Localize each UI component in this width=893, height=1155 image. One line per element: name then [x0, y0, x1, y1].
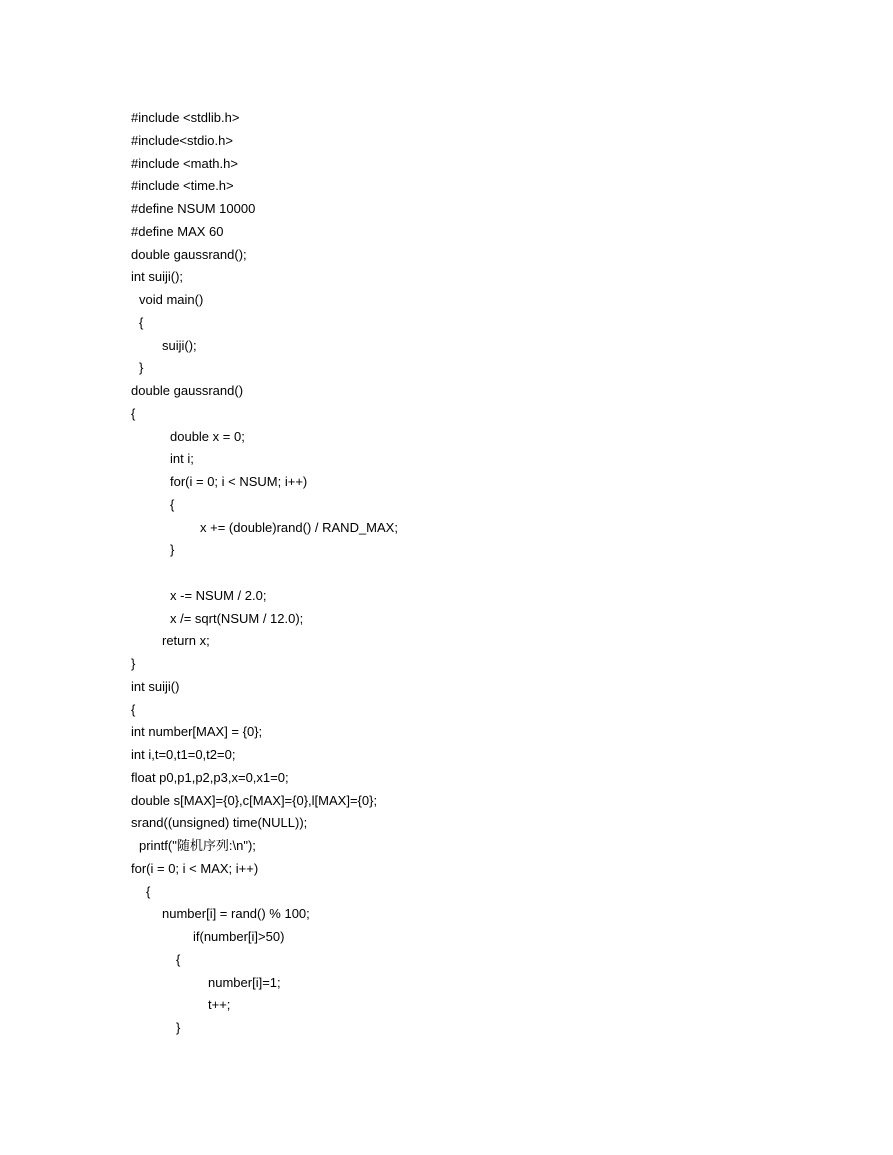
code-line: #include <stdlib.h> [131, 110, 240, 125]
code-line: #include <math.h> [131, 155, 238, 171]
code-line: suiji(); [162, 337, 197, 353]
code-line: number[i]=1; [208, 974, 281, 990]
code-line: double s[MAX]={0},c[MAX]={0},l[MAX]={0}; [131, 792, 378, 808]
code-line: printf("随机序列:\n"); [139, 838, 256, 854]
code-line: double x = 0; [170, 428, 245, 444]
code-line: { [170, 496, 175, 512]
code-line: int suiji(); [131, 269, 184, 285]
code-line: { [176, 951, 181, 967]
code-line: for(i = 0; i < MAX; i++) [131, 860, 259, 876]
code-line: #define MAX 60 [131, 223, 224, 239]
code-line: int number[MAX] = {0}; [131, 724, 263, 740]
code-line: { [139, 314, 144, 330]
code-line [131, 562, 398, 585]
code-line: x /= sqrt(NSUM / 12.0); [170, 610, 304, 626]
code-line: } [131, 656, 136, 671]
code-line: { [131, 405, 136, 421]
code-line: } [139, 360, 144, 376]
code-line: } [176, 1020, 181, 1035]
code-line: #define NSUM 10000 [131, 201, 256, 216]
code-line: #include<stdio.h> [131, 132, 233, 148]
code-line: for(i = 0; i < NSUM; i++) [170, 474, 308, 489]
code-line: t++; [208, 997, 231, 1013]
code-line: { [146, 883, 151, 899]
code-line: #include <time.h> [131, 178, 234, 194]
code-line: double gaussrand(); [131, 246, 247, 262]
code-line: { [131, 701, 136, 717]
code-line: int i,t=0,t1=0,t2=0; [131, 747, 236, 762]
code-line: x += (double)rand() / RAND_MAX; [200, 519, 398, 535]
code-line: float p0,p1,p2,p3,x=0,x1=0; [131, 769, 289, 785]
code-line: number[i] = rand() % 100; [162, 906, 310, 922]
code-line: return x; [162, 633, 210, 649]
code-line: int i; [170, 451, 194, 467]
code-line: x -= NSUM / 2.0; [170, 587, 267, 603]
code-line: void main() [139, 292, 204, 307]
code-line: } [170, 542, 175, 558]
code-line: if(number[i]>50) [193, 929, 285, 944]
code-listing [131, 107, 398, 1040]
code-line: double gaussrand() [131, 383, 244, 398]
code-line: srand((unsigned) time(NULL)); [131, 815, 308, 831]
code-line: int suiji() [131, 678, 180, 694]
